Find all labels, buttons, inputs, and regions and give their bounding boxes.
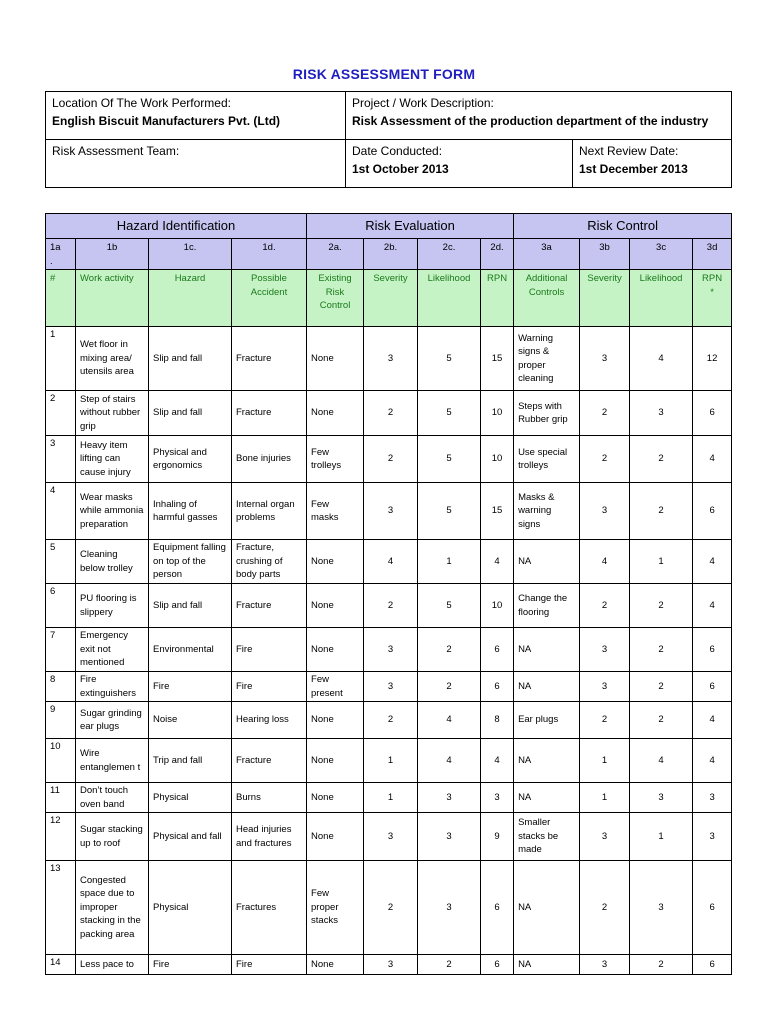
severity: 4	[364, 540, 418, 584]
row-number: 13	[46, 861, 76, 955]
additional-controls: Use special trolleys	[514, 436, 580, 483]
table-row	[46, 584, 732, 628]
additional-controls: NA	[514, 628, 580, 672]
existing-control: None	[307, 327, 364, 391]
rpn: 10	[481, 391, 514, 436]
column-header: RPN *	[693, 270, 732, 327]
row-number: 11	[46, 783, 76, 813]
rpn: 9	[481, 813, 514, 861]
residual-severity: 3	[580, 628, 630, 672]
table-row	[46, 861, 732, 955]
residual-severity: 3	[580, 672, 630, 702]
existing-control: None	[307, 391, 364, 436]
severity: 3	[364, 813, 418, 861]
hazard: Physical and fall	[149, 813, 232, 861]
table-row	[46, 391, 732, 436]
column-code: 3c	[630, 239, 693, 270]
possible-accident: Fire	[232, 628, 307, 672]
residual-rpn: 6	[693, 628, 732, 672]
team-label: Risk Assessment Team:	[52, 144, 180, 158]
rpn: 4	[481, 739, 514, 783]
residual-rpn: 4	[693, 436, 732, 483]
row-number: 7	[46, 628, 76, 672]
column-header: Possible Accident	[232, 270, 307, 327]
residual-likelihood: 2	[630, 702, 693, 739]
rpn: 6	[481, 955, 514, 975]
rpn: 6	[481, 861, 514, 955]
hazard: Physical and ergonomics	[149, 436, 232, 483]
table-row	[46, 436, 732, 483]
possible-accident: Fractures	[232, 861, 307, 955]
severity: 2	[364, 436, 418, 483]
existing-control: None	[307, 739, 364, 783]
severity: 2	[364, 391, 418, 436]
residual-severity: 2	[580, 391, 630, 436]
column-code: 2c.	[418, 239, 481, 270]
column-header: Hazard	[149, 270, 232, 327]
location-label: Location Of The Work Performed:	[52, 96, 231, 110]
column-header: Likelihood	[418, 270, 481, 327]
likelihood: 2	[418, 955, 481, 975]
date-value: 1st October 2013	[352, 162, 449, 176]
severity: 3	[364, 955, 418, 975]
rpn: 10	[481, 436, 514, 483]
residual-severity: 1	[580, 783, 630, 813]
severity: 3	[364, 483, 418, 540]
additional-controls: Smaller stacks be made	[514, 813, 580, 861]
possible-accident: Head injuries and fractures	[232, 813, 307, 861]
residual-likelihood: 2	[630, 436, 693, 483]
row-number: 10	[46, 739, 76, 783]
existing-control: None	[307, 628, 364, 672]
existing-control: Few proper stacks	[307, 861, 364, 955]
residual-severity: 3	[580, 955, 630, 975]
group-evaluation: Risk Evaluation	[307, 214, 514, 239]
severity: 2	[364, 584, 418, 628]
existing-control: None	[307, 783, 364, 813]
residual-severity: 3	[580, 813, 630, 861]
hazard: Slip and fall	[149, 327, 232, 391]
residual-rpn: 4	[693, 584, 732, 628]
row-number: 4	[46, 483, 76, 540]
likelihood: 2	[418, 628, 481, 672]
group-control: Risk Control	[514, 214, 732, 239]
review-value: 1st December 2013	[579, 162, 688, 176]
residual-rpn: 6	[693, 672, 732, 702]
severity: 2	[364, 702, 418, 739]
possible-accident: Burns	[232, 783, 307, 813]
project-label: Project / Work Description:	[352, 96, 494, 110]
table-row	[46, 672, 732, 702]
residual-rpn: 6	[693, 861, 732, 955]
possible-accident: Fracture	[232, 327, 307, 391]
rpn: 10	[481, 584, 514, 628]
work-activity: Wire entanglemen t	[76, 739, 149, 783]
existing-control: Few present	[307, 672, 364, 702]
rpn: 15	[481, 483, 514, 540]
likelihood: 4	[418, 739, 481, 783]
residual-rpn: 12	[693, 327, 732, 391]
additional-controls: Change the flooring	[514, 584, 580, 628]
work-activity: Fire extinguishers	[76, 672, 149, 702]
table-row	[46, 783, 732, 813]
additional-controls: Masks & warning signs	[514, 483, 580, 540]
possible-accident: Fracture	[232, 584, 307, 628]
rpn: 4	[481, 540, 514, 584]
residual-rpn: 6	[693, 483, 732, 540]
team-cell	[46, 140, 346, 188]
work-activity: Step of stairs without rubber grip	[76, 391, 149, 436]
hazard: Fire	[149, 672, 232, 702]
additional-controls: Warning signs & proper cleaning	[514, 327, 580, 391]
table-row	[46, 813, 732, 861]
likelihood: 1	[418, 540, 481, 584]
existing-control: None	[307, 955, 364, 975]
severity: 1	[364, 739, 418, 783]
residual-likelihood: 2	[630, 955, 693, 975]
row-number: 2	[46, 391, 76, 436]
residual-rpn: 3	[693, 783, 732, 813]
additional-controls: NA	[514, 783, 580, 813]
residual-severity: 2	[580, 861, 630, 955]
likelihood: 5	[418, 584, 481, 628]
residual-rpn: 6	[693, 955, 732, 975]
likelihood: 5	[418, 436, 481, 483]
additional-controls: NA	[514, 955, 580, 975]
possible-accident: Internal organ problems	[232, 483, 307, 540]
hazard: Inhaling of harmful gasses	[149, 483, 232, 540]
row-number: 5	[46, 540, 76, 584]
date-label: Date Conducted:	[352, 144, 443, 158]
column-header: RPN	[481, 270, 514, 327]
hazard: Trip and fall	[149, 739, 232, 783]
hazard: Equipment falling on top of the person	[149, 540, 232, 584]
review-label: Next Review Date:	[579, 144, 679, 158]
residual-rpn: 4	[693, 739, 732, 783]
date-cell	[346, 140, 573, 188]
work-activity: Congested space due to improper stacking in the packing area	[76, 861, 149, 955]
hazard: Physical	[149, 783, 232, 813]
work-activity: Don’t touch oven band	[76, 783, 149, 813]
residual-likelihood: 2	[630, 584, 693, 628]
table-row	[46, 628, 732, 672]
column-header: #	[46, 270, 76, 327]
residual-severity: 1	[580, 739, 630, 783]
residual-likelihood: 3	[630, 783, 693, 813]
existing-control: None	[307, 584, 364, 628]
existing-control: None	[307, 702, 364, 739]
residual-likelihood: 4	[630, 327, 693, 391]
hazard: Noise	[149, 702, 232, 739]
residual-rpn: 4	[693, 540, 732, 584]
residual-likelihood: 4	[630, 739, 693, 783]
row-number: 12	[46, 813, 76, 861]
group-header-row	[46, 214, 732, 239]
possible-accident: Fire	[232, 672, 307, 702]
residual-severity: 3	[580, 327, 630, 391]
column-code: 2b.	[364, 239, 418, 270]
likelihood: 3	[418, 861, 481, 955]
residual-likelihood: 2	[630, 672, 693, 702]
column-code: 3b	[580, 239, 630, 270]
residual-likelihood: 1	[630, 540, 693, 584]
additional-controls: NA	[514, 540, 580, 584]
column-header-row	[46, 270, 732, 327]
table-row	[46, 739, 732, 783]
column-code: 1c.	[149, 239, 232, 270]
work-activity: Cleaning below trolley	[76, 540, 149, 584]
severity: 3	[364, 628, 418, 672]
possible-accident: Bone injuries	[232, 436, 307, 483]
residual-severity: 4	[580, 540, 630, 584]
column-header: Likelihood	[630, 270, 693, 327]
possible-accident: Fracture, crushing of body parts	[232, 540, 307, 584]
possible-accident: Fire	[232, 955, 307, 975]
possible-accident: Hearing loss	[232, 702, 307, 739]
additional-controls: Ear plugs	[514, 702, 580, 739]
likelihood: 5	[418, 391, 481, 436]
hazard: Slip and fall	[149, 391, 232, 436]
likelihood: 4	[418, 702, 481, 739]
column-header: Severity	[580, 270, 630, 327]
table-row	[46, 540, 732, 584]
residual-likelihood: 3	[630, 861, 693, 955]
form-title: RISK ASSESSMENT FORM	[292, 66, 476, 82]
likelihood: 5	[418, 327, 481, 391]
row-number: 6	[46, 584, 76, 628]
column-code: 1d.	[232, 239, 307, 270]
row-number: 8	[46, 672, 76, 702]
column-code: 2a.	[307, 239, 364, 270]
possible-accident: Fracture	[232, 391, 307, 436]
severity: 3	[364, 327, 418, 391]
risk-table	[45, 213, 732, 975]
hazard: Slip and fall	[149, 584, 232, 628]
work-activity: Less pace to	[76, 955, 149, 975]
rpn: 15	[481, 327, 514, 391]
row-number: 9	[46, 702, 76, 739]
work-activity: Wet floor in mixing area/ utensils area	[76, 327, 149, 391]
row-number: 3	[46, 436, 76, 483]
table-row	[46, 483, 732, 540]
likelihood: 3	[418, 783, 481, 813]
hazard: Environmental	[149, 628, 232, 672]
location-cell	[46, 92, 346, 140]
rpn: 8	[481, 702, 514, 739]
existing-control: None	[307, 813, 364, 861]
residual-severity: 2	[580, 584, 630, 628]
likelihood: 2	[418, 672, 481, 702]
additional-controls: Steps with Rubber grip	[514, 391, 580, 436]
column-header: Work activity	[76, 270, 149, 327]
column-code: 2d.	[481, 239, 514, 270]
additional-controls: NA	[514, 861, 580, 955]
work-activity: Wear masks while ammonia preparation	[76, 483, 149, 540]
severity: 2	[364, 861, 418, 955]
group-hazard: Hazard Identification	[46, 214, 307, 239]
column-code: 3d	[693, 239, 732, 270]
residual-likelihood: 1	[630, 813, 693, 861]
residual-rpn: 4	[693, 702, 732, 739]
project-cell	[346, 92, 732, 140]
likelihood: 3	[418, 813, 481, 861]
column-code-row	[46, 239, 732, 270]
table-row	[46, 327, 732, 391]
existing-control: Few trolleys	[307, 436, 364, 483]
column-code: 1a .	[46, 239, 76, 270]
residual-severity: 2	[580, 702, 630, 739]
hazard: Physical	[149, 861, 232, 955]
location-value: English Biscuit Manufacturers Pvt. (Ltd)	[52, 114, 281, 128]
additional-controls: NA	[514, 739, 580, 783]
residual-rpn: 6	[693, 391, 732, 436]
rpn: 6	[481, 628, 514, 672]
info-table	[45, 91, 732, 188]
work-activity: Sugar stacking up to roof	[76, 813, 149, 861]
severity: 1	[364, 783, 418, 813]
possible-accident: Fracture	[232, 739, 307, 783]
residual-likelihood: 2	[630, 483, 693, 540]
residual-severity: 2	[580, 436, 630, 483]
column-code: 3a	[514, 239, 580, 270]
work-activity: Sugar grinding ear plugs	[76, 702, 149, 739]
existing-control: Few masks	[307, 483, 364, 540]
review-cell	[573, 140, 732, 188]
residual-severity: 3	[580, 483, 630, 540]
rpn: 6	[481, 672, 514, 702]
residual-likelihood: 3	[630, 391, 693, 436]
column-header: Existing Risk Control	[307, 270, 364, 327]
project-value: Risk Assessment of the production department of the industry	[352, 114, 709, 128]
column-code: 1b	[76, 239, 149, 270]
row-number: 1	[46, 327, 76, 391]
work-activity: Emergency exit not mentioned	[76, 628, 149, 672]
hazard: Fire	[149, 955, 232, 975]
additional-controls: NA	[514, 672, 580, 702]
column-header: Severity	[364, 270, 418, 327]
table-row	[46, 955, 732, 975]
table-row	[46, 702, 732, 739]
rpn: 3	[481, 783, 514, 813]
residual-rpn: 3	[693, 813, 732, 861]
column-header: Additional Controls	[514, 270, 580, 327]
work-activity: Heavy item lifting can cause injury	[76, 436, 149, 483]
severity: 3	[364, 672, 418, 702]
row-number: 14	[46, 955, 76, 975]
likelihood: 5	[418, 483, 481, 540]
residual-likelihood: 2	[630, 628, 693, 672]
work-activity: PU flooring is slippery	[76, 584, 149, 628]
existing-control: None	[307, 540, 364, 584]
